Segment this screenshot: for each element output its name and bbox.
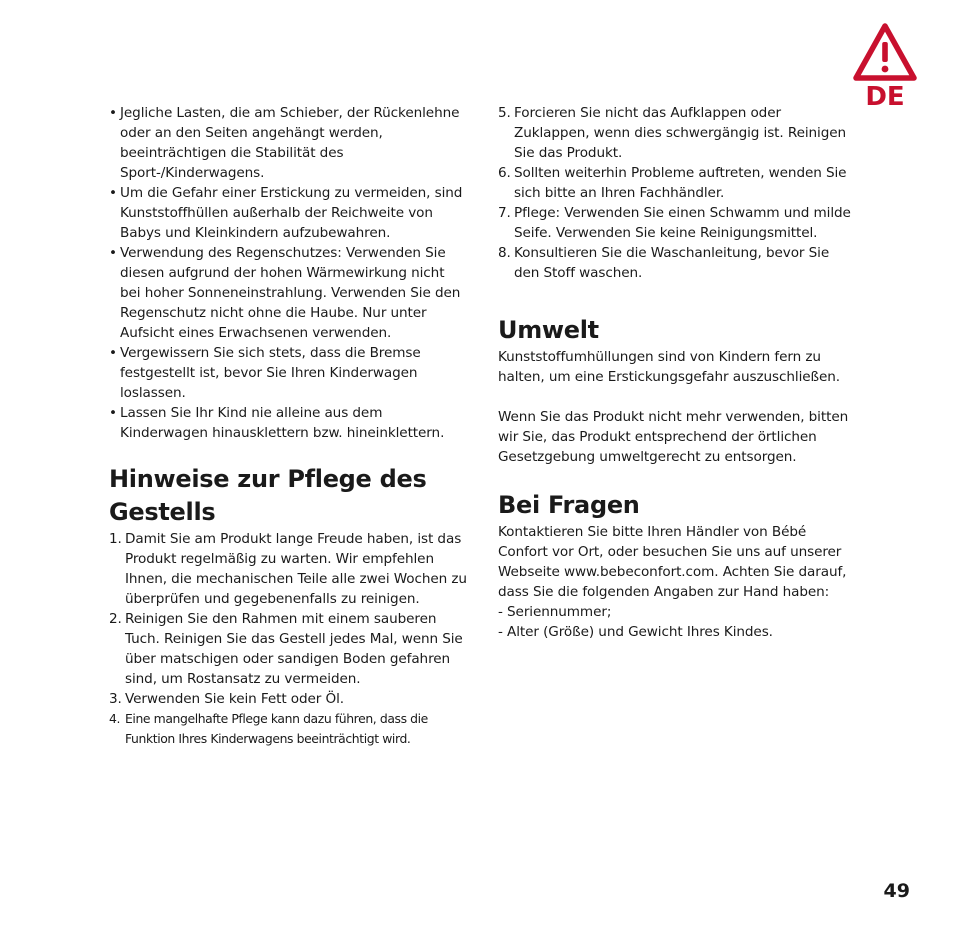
item-number: 6. xyxy=(498,165,511,181)
care-heading: Hinweise zur Pflege des Gestells xyxy=(109,465,427,526)
care-list-item xyxy=(109,609,469,689)
item-text: Pflege: Verwenden Sie einen Schwamm und milde Seife. Verwenden Sie keine Reinigungsmittel. xyxy=(514,205,851,241)
item-text: Forcieren Sie nicht das Aufklappen oder Zuklappen, wenn dies schwergängig ist. Reinigen Sie das Produkt. xyxy=(514,105,847,161)
bullet-item: • Jegliche Lasten, die am Schieber, der Rückenlehne oder an den Seiten angehängt werden, beeinträchtigen die Stabilität des Sport-/Kinderwagens. xyxy=(109,103,469,183)
bullet-item: • Lassen Sie Ihr Kind nie alleine aus dem Kinderwagen hinausklettern bzw. hineinklettern. xyxy=(109,403,469,443)
left-column xyxy=(109,103,469,749)
item-text: Sollten weiterhin Probleme auftreten, wenden Sie sich bitte an Ihren Fachhändler. xyxy=(514,165,847,201)
item-text: Konsultieren Sie die Waschanleitung, bevor Sie den Stoff waschen. xyxy=(514,245,830,281)
item-number: 8. xyxy=(498,245,511,261)
care-list-item xyxy=(498,203,858,243)
care-list-item xyxy=(498,103,858,163)
page-number: 49 xyxy=(883,880,910,902)
care-list-item xyxy=(109,709,469,749)
item-number: 1. xyxy=(109,531,122,547)
environment-heading: Umwelt xyxy=(498,316,599,344)
care-list-item xyxy=(498,163,858,203)
item-text: Eine mangelhafte Pflege kann dazu führen, dass die Funktion Ihres Kinderwagens beeinträchtigt wird. xyxy=(125,711,428,746)
bullet-item: • Vergewissern Sie sich stets, dass die Bremse festgestellt ist, bevor Sie Ihren Kinderwagen loslassen. xyxy=(109,343,469,403)
environment-paragraph: Wenn Sie das Produkt nicht mehr verwenden, bitten wir Sie, das Produkt entsprechend der örtlichen Gesetzgebung umweltgerecht zu entsorgen. xyxy=(498,409,849,465)
environment-paragraph: Kunststoffumhüllungen sind von Kindern fern zu halten, um eine Erstickungsgefahr auszuschließen. xyxy=(498,349,840,385)
paragraph-spacer xyxy=(498,387,858,407)
language-code: DE xyxy=(865,82,905,112)
item-text: Damit Sie am Produkt lange Freude haben, ist das Produkt regelmäßig zu warten. Wir empfehlen Ihnen, die mechanischen Teile alle zwei Wochen zu überprüfen und gegebenenfalls zu reinigen. xyxy=(125,531,467,607)
care-list xyxy=(109,529,469,749)
item-number: 2. xyxy=(109,611,122,627)
care-list-item xyxy=(109,689,469,709)
item-text: Reinigen Sie den Rahmen mit einem sauberen Tuch. Reinigen Sie das Gestell jedes Mal, wenn Sie über matschigen oder sandigen Boden gefahren sind, um Rostansatz zu vermeiden. xyxy=(125,611,463,687)
care-list-item xyxy=(498,243,858,283)
item-number: 4. xyxy=(109,711,121,726)
item-number: 3. xyxy=(109,691,122,707)
questions-heading: Bei Fragen xyxy=(498,491,640,519)
bullet-item: • Verwendung des Regenschutzes: Verwenden Sie diesen aufgrund der hohen Wärmewirkung nicht bei hoher Sonneneinstrahlung. Verwenden Sie den Regenschutz nicht ohne die Haube. Nur unter Aufsicht eines Erwachsenen verwenden. xyxy=(109,243,469,343)
questions-list-item: - Alter (Größe) und Gewicht Ihres Kindes. xyxy=(498,624,773,640)
bullet-item: • Um die Gefahr einer Erstickung zu vermeiden, sind Kunststoffhüllen außerhalb der Reichweite von Babys und Kleinkindern aufzubewahren. xyxy=(109,183,469,243)
questions-list-item: - Seriennummer; xyxy=(498,604,612,620)
care-list-continued xyxy=(498,103,858,283)
right-column xyxy=(498,103,858,642)
item-number: 7. xyxy=(498,205,511,221)
care-list-item xyxy=(109,529,469,609)
questions-paragraph: Kontaktieren Sie bitte Ihren Händler von Bébé Confort vor Ort, oder besuchen Sie uns auf unserer Webseite www.bebeconfort.com. Achten Sie darauf, dass Sie die folgenden Angaben zur Hand haben: xyxy=(498,524,847,600)
item-text: Verwenden Sie kein Fett oder Öl. xyxy=(125,691,345,707)
item-number: 5. xyxy=(498,105,511,121)
safety-bullet-list xyxy=(109,103,469,443)
